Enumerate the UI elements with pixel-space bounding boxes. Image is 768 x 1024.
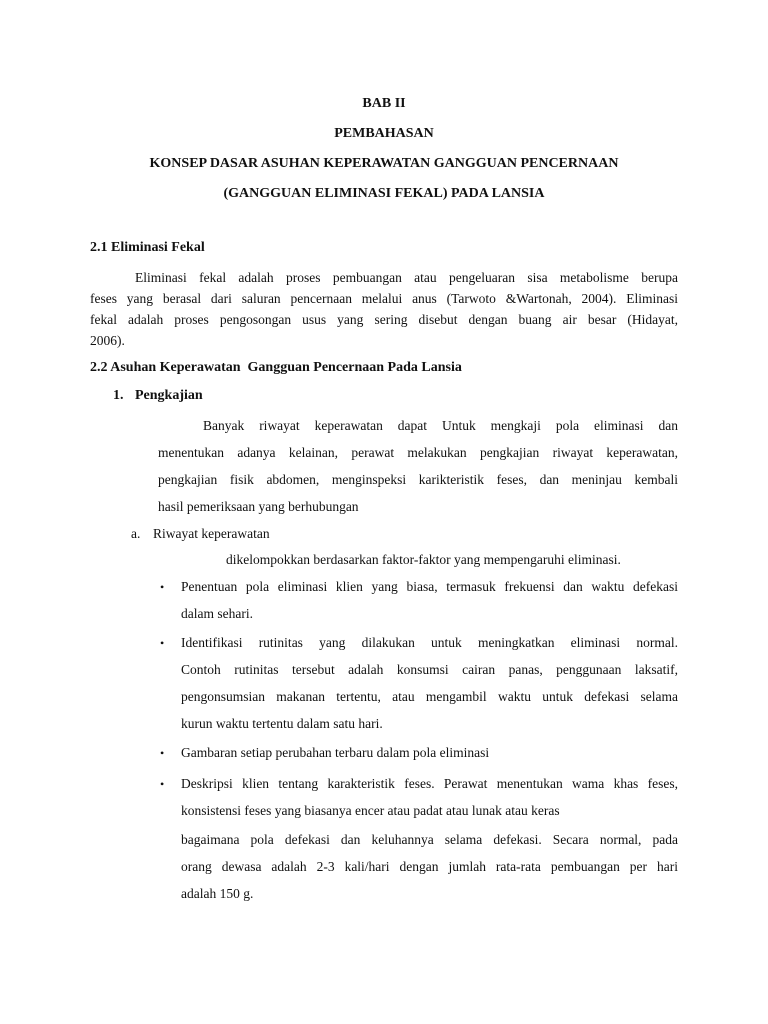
bullet-4-line-5: adalah 150 g. xyxy=(181,886,254,901)
section-1-line-4: 2006). xyxy=(90,333,125,348)
bullet-3-glyph: • xyxy=(160,746,165,760)
sub-list-letter: a. xyxy=(131,526,141,541)
intro-line-1: Banyak riwayat keperawatan dapat Untuk mengkaji pola eliminasi dan xyxy=(203,418,678,433)
bullet-1-line-1: Penentuan pola eliminasi klien yang biasa, termasuk frekuensi dan waktu defekasi xyxy=(181,579,678,594)
chapter-header xyxy=(0,92,768,212)
bullet-4-line-1: Deskripsi klien tentang karakteristik feses. Perawat menentukan wama khas feses, xyxy=(181,776,678,791)
section-1-line-2: feses yang berasal dari saluran pencernaan melalui anus (Tarwoto &Wartonah, 2004). Eliminasi xyxy=(90,291,678,306)
bullet-3-line-1: Gambaran setiap perubahan terbaru dalam pola eliminasi xyxy=(181,745,490,760)
bullet-4-line-3: bagaimana pola defekasi dan keluhannya selama defekasi. Secara normal, pada xyxy=(181,832,678,847)
bullet-4-line-2: konsistensi feses yang biasanya encer atau padat atau lunak atau keras xyxy=(181,803,560,818)
section-heading-2-2: 2.2 Asuhan Keperawatan Gangguan Pencernaan Pada Lansia xyxy=(90,360,462,375)
section-1-line-1: Eliminasi fekal adalah proses pembuangan atau pengeluaran sisa metabolisme berupa xyxy=(135,270,678,285)
sub-list-label: Riwayat keperawatan xyxy=(153,526,270,541)
list-item-number: 1. xyxy=(113,388,124,403)
bullet-2-line-3: pengonsumsian makanan tertentu, atau mengambil waktu untuk defekasi selama xyxy=(181,689,678,704)
intro-line-2: menentukan adanya kelainan, perawat melakukan pengkajian riwayat keperawatan, xyxy=(158,445,678,460)
chapter-subtitle: (GANGGUAN ELIMINASI FEKAL) PADA LANSIA xyxy=(223,186,545,201)
section-heading-2-1: 2.1 Eliminasi Fekal xyxy=(90,240,205,255)
bullet-1-line-2: dalam sehari. xyxy=(181,606,253,621)
list-item-label: Pengkajian xyxy=(135,388,203,403)
intro-line-4: hasil pemeriksaan yang berhubungan xyxy=(158,499,359,514)
bullet-2-line-4: kurun waktu tertentu dalam satu hari. xyxy=(181,716,383,731)
bullet-2-glyph: • xyxy=(160,636,165,650)
chapter-number: BAB II xyxy=(362,96,406,111)
intro-line-3: pengkajian fisik abdomen, menginspeksi karikteristik feses, dan meninjau kembali xyxy=(158,472,678,487)
section-1-line-3: fekal adalah proses pengosongan usus yang sering disebut dengan buang air besar (Hidayat, xyxy=(90,312,678,327)
bullet-1-glyph: • xyxy=(160,580,165,594)
bullet-4-line-4: orang dewasa adalah 2-3 kali/hari dengan jumlah rata-rata pembuangan per hari xyxy=(181,859,678,874)
chapter-concept-title: KONSEP DASAR ASUHAN KEPERAWATAN GANGGUAN PENCERNAAN xyxy=(149,156,619,171)
sub-intro-line: dikelompokkan berdasarkan faktor-faktor yang mempengaruhi eliminasi. xyxy=(226,552,621,567)
bullet-4-glyph: • xyxy=(160,777,165,791)
bullet-2-line-2: Contoh rutinitas tersebut adalah konsumsi cairan panas, penggunaan laksatif, xyxy=(181,662,678,677)
chapter-title: PEMBAHASAN xyxy=(334,126,434,141)
bullet-2-line-1: Identifikasi rutinitas yang dilakukan untuk meningkatkan eliminasi normal. xyxy=(181,635,678,650)
